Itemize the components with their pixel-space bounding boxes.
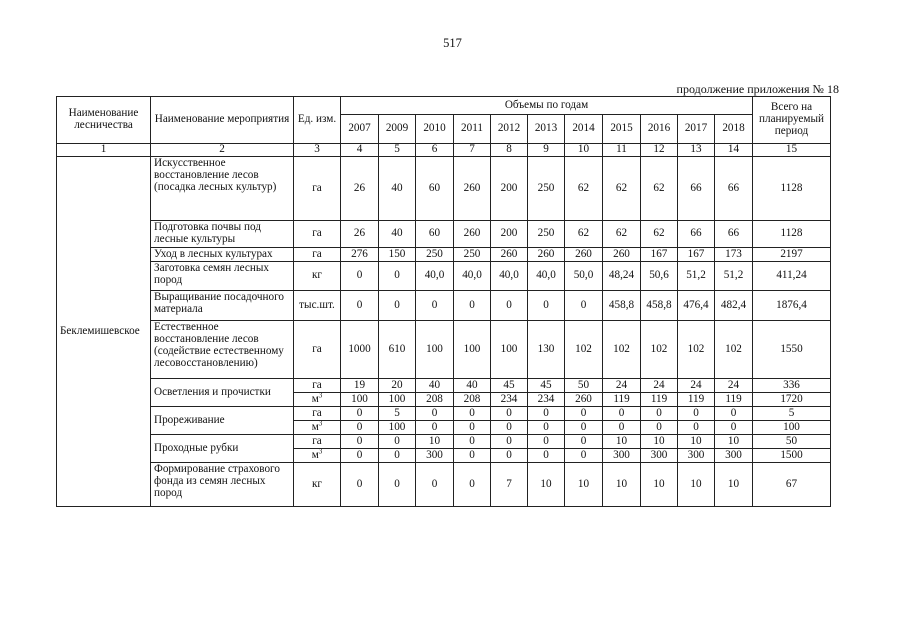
value-cell: 66 (678, 157, 715, 221)
value-cell: 300 (416, 449, 454, 463)
data-row (57, 157, 831, 221)
value-cell: 45 (528, 379, 565, 393)
column-number: 14 (715, 144, 753, 157)
header-total: Всего на планируемый период (753, 97, 831, 144)
value-cell: 0 (603, 421, 641, 435)
activity-name: Заготовка семян лесных пород (151, 262, 294, 291)
value-cell: 24 (715, 379, 753, 393)
value-cell: 200 (491, 157, 528, 221)
value-cell: 26 (341, 157, 379, 221)
value-cell: 102 (603, 321, 641, 379)
value-cell: 0 (491, 449, 528, 463)
activity-name: Выращивание посадочного материала (151, 291, 294, 321)
value-cell: 40,0 (454, 262, 491, 291)
value-cell: 0 (379, 435, 416, 449)
value-cell: 150 (379, 247, 416, 262)
unit-cell: $м^3$ (294, 421, 341, 435)
unit-cell: тыс.шт. (294, 291, 341, 321)
value-cell: 62 (565, 157, 603, 221)
value-cell: 40,0 (491, 262, 528, 291)
value-cell: 66 (715, 157, 753, 221)
data-row (57, 221, 831, 248)
column-number: 4 (341, 144, 379, 157)
value-cell: 100 (341, 393, 379, 407)
value-cell: 610 (379, 321, 416, 379)
volumes-table (56, 96, 831, 507)
total-cell: 336 (753, 379, 831, 393)
value-cell: 62 (641, 157, 678, 221)
total-cell: 1720 (753, 393, 831, 407)
activity-name: Осветления и прочистки (151, 379, 294, 407)
value-cell: 250 (528, 157, 565, 221)
unit-cell: га (294, 221, 341, 248)
value-cell: 0 (379, 449, 416, 463)
column-number: 6 (416, 144, 454, 157)
value-cell: 260 (491, 247, 528, 262)
value-cell: 10 (641, 435, 678, 449)
unit-cell: $м^3$ (294, 393, 341, 407)
column-numbers-row (57, 144, 831, 157)
value-cell: 10 (565, 463, 603, 507)
value-cell: 0 (341, 262, 379, 291)
total-cell: 1128 (753, 221, 831, 248)
value-cell: 40 (379, 221, 416, 248)
column-number: 9 (528, 144, 565, 157)
year-cell: 2010 (416, 115, 454, 144)
value-cell: 0 (715, 407, 753, 421)
value-cell: 0 (454, 407, 491, 421)
column-number: 10 (565, 144, 603, 157)
value-cell: 0 (565, 291, 603, 321)
value-cell: 0 (528, 421, 565, 435)
data-subrow (57, 435, 831, 449)
value-cell: 66 (715, 221, 753, 248)
column-number: 2 (151, 144, 294, 157)
value-cell: 45 (491, 379, 528, 393)
header-row (57, 97, 831, 115)
value-cell: 208 (454, 393, 491, 407)
value-cell: 250 (454, 247, 491, 262)
value-cell: 24 (641, 379, 678, 393)
activity-name: Проходные рубки (151, 435, 294, 463)
value-cell: 10 (603, 435, 641, 449)
value-cell: 260 (565, 393, 603, 407)
value-cell: 260 (528, 247, 565, 262)
value-cell: 0 (341, 421, 379, 435)
value-cell: 250 (416, 247, 454, 262)
column-number: 3 (294, 144, 341, 157)
unit-superscript: 3 (318, 448, 323, 456)
value-cell: 0 (565, 449, 603, 463)
column-number: 11 (603, 144, 641, 157)
activity-name: Формирование страхового фонда из семян лесных пород (151, 463, 294, 507)
value-cell: 50 (565, 379, 603, 393)
header-forestry: Наименование лесничества (57, 97, 151, 144)
unit-cell: га (294, 379, 341, 393)
value-cell: 0 (528, 407, 565, 421)
unit-superscript: 3 (318, 392, 323, 400)
activity-name: Естественное восстановление лесов (содействие естественному лесовосстановлению) (151, 321, 294, 379)
value-cell: 10 (678, 435, 715, 449)
value-cell: 102 (678, 321, 715, 379)
value-cell: 0 (416, 407, 454, 421)
year-cell: 2018 (715, 115, 753, 144)
value-cell: 24 (603, 379, 641, 393)
value-cell: 0 (565, 407, 603, 421)
value-cell: 1000 (341, 321, 379, 379)
value-cell: 40,0 (528, 262, 565, 291)
value-cell: 10 (641, 463, 678, 507)
total-cell: 67 (753, 463, 831, 507)
value-cell: 300 (715, 449, 753, 463)
value-cell: 260 (565, 247, 603, 262)
value-cell: 0 (528, 291, 565, 321)
year-cell: 2016 (641, 115, 678, 144)
year-cell: 2014 (565, 115, 603, 144)
value-cell: 40 (454, 379, 491, 393)
activity-name: Прореживание (151, 407, 294, 435)
value-cell: 0 (341, 407, 379, 421)
value-cell: 10 (416, 435, 454, 449)
value-cell: 167 (678, 247, 715, 262)
header-volumes: Объемы по годам (341, 97, 753, 115)
value-cell: 0 (341, 291, 379, 321)
value-cell: 0 (491, 421, 528, 435)
activity-name: Искусственное восстановление лесов (посадка лесных культур) (151, 157, 294, 221)
value-cell: 62 (565, 221, 603, 248)
value-cell: 0 (491, 291, 528, 321)
total-cell: 100 (753, 421, 831, 435)
year-cell: 2011 (454, 115, 491, 144)
value-cell: 102 (565, 321, 603, 379)
data-subrow (57, 379, 831, 393)
activity-name: Уход в лесных культурах (151, 247, 294, 262)
header-unit: Ед. изм. (294, 97, 341, 144)
data-subrow (57, 407, 831, 421)
value-cell: 20 (379, 379, 416, 393)
data-row (57, 247, 831, 262)
value-cell: 208 (416, 393, 454, 407)
value-cell: 100 (379, 421, 416, 435)
unit-superscript: 3 (318, 420, 323, 428)
value-cell: 300 (603, 449, 641, 463)
column-number: 5 (379, 144, 416, 157)
value-cell: 119 (603, 393, 641, 407)
value-cell: 260 (603, 247, 641, 262)
value-cell: 5 (379, 407, 416, 421)
value-cell: 102 (641, 321, 678, 379)
value-cell: 60 (416, 221, 454, 248)
year-cell: 2009 (379, 115, 416, 144)
value-cell: 0 (641, 407, 678, 421)
total-cell: 1876,4 (753, 291, 831, 321)
value-cell: 51,2 (678, 262, 715, 291)
value-cell: 300 (641, 449, 678, 463)
value-cell: 234 (491, 393, 528, 407)
value-cell: 0 (341, 449, 379, 463)
value-cell: 0 (565, 435, 603, 449)
value-cell: 50,6 (641, 262, 678, 291)
value-cell: 260 (454, 221, 491, 248)
value-cell: 66 (678, 221, 715, 248)
value-cell: 0 (341, 435, 379, 449)
value-cell: 0 (565, 421, 603, 435)
value-cell: 50,0 (565, 262, 603, 291)
value-cell: 0 (416, 421, 454, 435)
data-row (57, 262, 831, 291)
unit-cell: га (294, 247, 341, 262)
value-cell: 0 (678, 407, 715, 421)
value-cell: 167 (641, 247, 678, 262)
value-cell: 0 (379, 463, 416, 507)
total-cell: 411,24 (753, 262, 831, 291)
value-cell: 0 (454, 421, 491, 435)
value-cell: 100 (491, 321, 528, 379)
value-cell: 24 (678, 379, 715, 393)
value-cell: 26 (341, 221, 379, 248)
year-cell: 2012 (491, 115, 528, 144)
value-cell: 0 (454, 449, 491, 463)
column-number: 1 (57, 144, 151, 157)
value-cell: 10 (528, 463, 565, 507)
unit-cell: кг (294, 262, 341, 291)
value-cell: 62 (641, 221, 678, 248)
unit-cell: га (294, 321, 341, 379)
unit-cell: га (294, 407, 341, 421)
year-cell: 2013 (528, 115, 565, 144)
total-cell: 50 (753, 435, 831, 449)
value-cell: 0 (341, 463, 379, 507)
unit-cell: га (294, 435, 341, 449)
total-cell: 2197 (753, 247, 831, 262)
value-cell: 0 (454, 463, 491, 507)
value-cell: 0 (491, 407, 528, 421)
value-cell: 0 (528, 435, 565, 449)
value-cell: 10 (715, 435, 753, 449)
value-cell: 0 (379, 262, 416, 291)
value-cell: 10 (715, 463, 753, 507)
value-cell: 260 (454, 157, 491, 221)
total-cell: 1128 (753, 157, 831, 221)
page-number: 517 (443, 36, 462, 50)
value-cell: 48,24 (603, 262, 641, 291)
value-cell: 200 (491, 221, 528, 248)
value-cell: 0 (678, 421, 715, 435)
total-cell: 1500 (753, 449, 831, 463)
column-number: 15 (753, 144, 831, 157)
total-cell: 5 (753, 407, 831, 421)
year-cell: 2017 (678, 115, 715, 144)
value-cell: 7 (491, 463, 528, 507)
forestry-name: Беклемишевское (57, 157, 151, 507)
value-cell: 100 (379, 393, 416, 407)
value-cell: 458,8 (603, 291, 641, 321)
value-cell: 62 (603, 157, 641, 221)
value-cell: 0 (416, 291, 454, 321)
column-number: 12 (641, 144, 678, 157)
value-cell: 100 (454, 321, 491, 379)
value-cell: 0 (379, 291, 416, 321)
data-row (57, 291, 831, 321)
value-cell: 40 (379, 157, 416, 221)
year-cell: 2015 (603, 115, 641, 144)
value-cell: 276 (341, 247, 379, 262)
value-cell: 0 (491, 435, 528, 449)
value-cell: 458,8 (641, 291, 678, 321)
value-cell: 119 (678, 393, 715, 407)
value-cell: 100 (416, 321, 454, 379)
value-cell: 62 (603, 221, 641, 248)
unit-cell: кг (294, 463, 341, 507)
value-cell: 10 (603, 463, 641, 507)
value-cell: 40,0 (416, 262, 454, 291)
column-number: 13 (678, 144, 715, 157)
value-cell: 0 (528, 449, 565, 463)
data-row (57, 463, 831, 507)
value-cell: 119 (715, 393, 753, 407)
value-cell: 300 (678, 449, 715, 463)
value-cell: 51,2 (715, 262, 753, 291)
year-cell: 2007 (341, 115, 379, 144)
column-number: 8 (491, 144, 528, 157)
total-cell: 1550 (753, 321, 831, 379)
value-cell: 234 (528, 393, 565, 407)
value-cell: 0 (715, 421, 753, 435)
value-cell: 476,4 (678, 291, 715, 321)
value-cell: 102 (715, 321, 753, 379)
value-cell: 250 (528, 221, 565, 248)
activity-name: Подготовка почвы под лесные культуры (151, 221, 294, 248)
value-cell: 0 (454, 435, 491, 449)
value-cell: 130 (528, 321, 565, 379)
value-cell: 482,4 (715, 291, 753, 321)
value-cell: 0 (416, 463, 454, 507)
value-cell: 40 (416, 379, 454, 393)
value-cell: 173 (715, 247, 753, 262)
value-cell: 0 (603, 407, 641, 421)
column-number: 7 (454, 144, 491, 157)
value-cell: 19 (341, 379, 379, 393)
value-cell: 10 (678, 463, 715, 507)
unit-cell: га (294, 157, 341, 221)
value-cell: 60 (416, 157, 454, 221)
value-cell: 0 (454, 291, 491, 321)
value-cell: 119 (641, 393, 678, 407)
value-cell: 0 (641, 421, 678, 435)
header-activity: Наименование мероприятия (151, 97, 294, 144)
data-row (57, 321, 831, 379)
continuation-note: продолжение приложения № 18 (676, 82, 839, 96)
unit-cell: $м^3$ (294, 449, 341, 463)
